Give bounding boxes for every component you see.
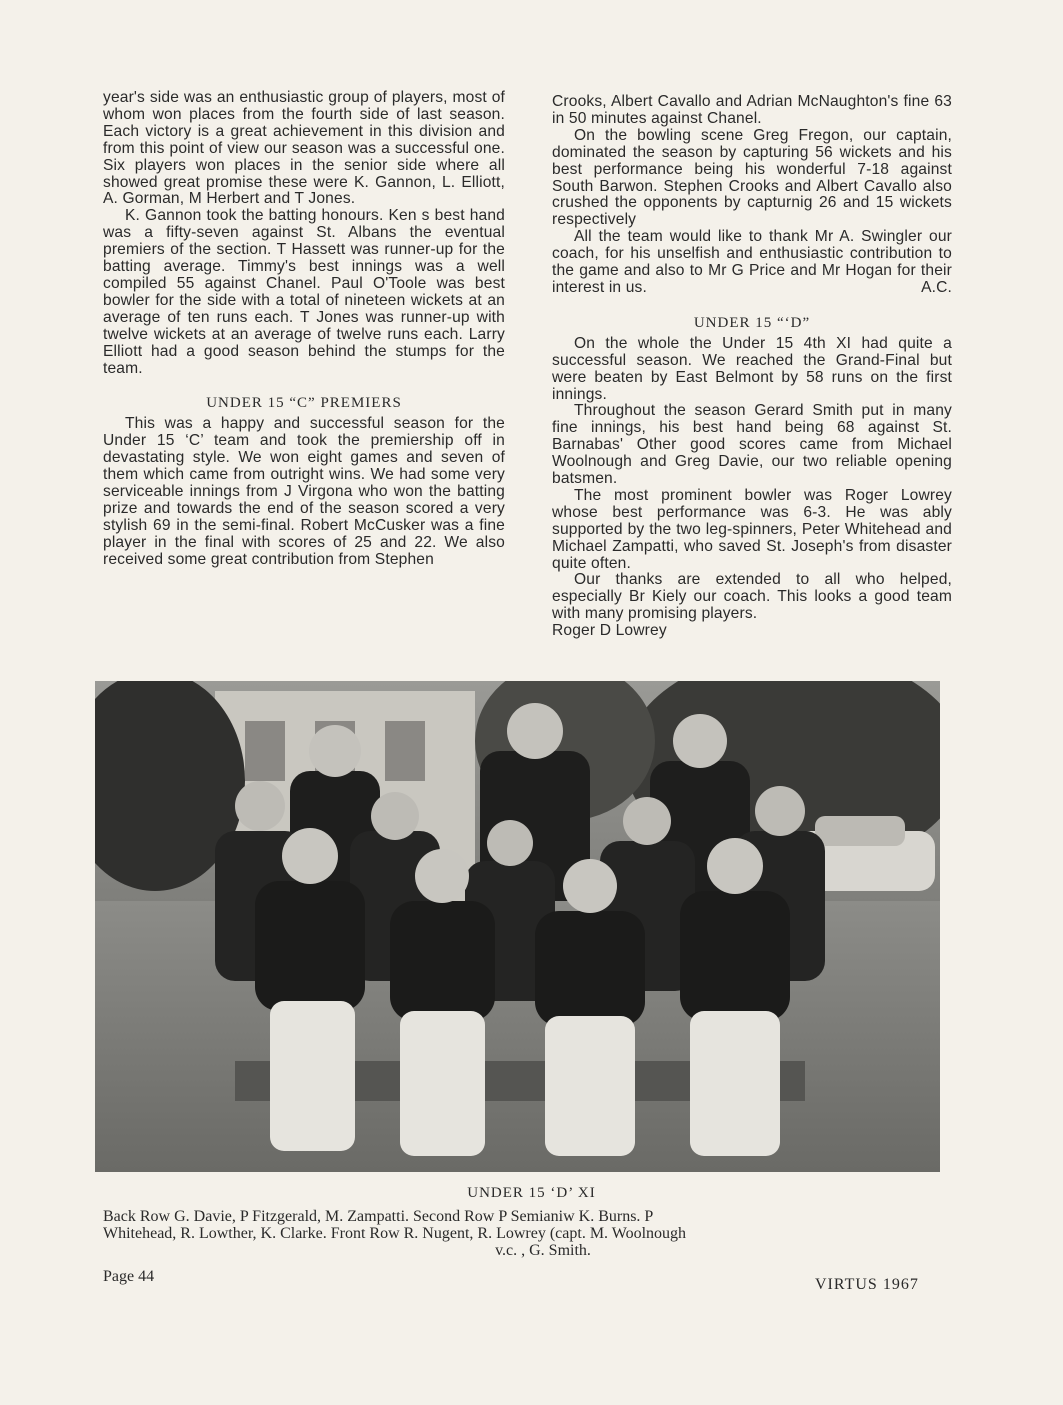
- article-paragraph: Throughout the season Gerard Smith put in many fine innings, his best hand being 68 against St. Barnabas' Other good scores came from Michael Woolnough and Greg Davie, our two reliable opening batsmen.: [552, 402, 952, 488]
- section-heading: UNDER 15 “‘D”: [693, 314, 811, 331]
- article-paragraph: Crooks, Albert Cavallo and Adrian McNaughton's fine 63 in 50 minutes against Chanel.: [552, 93, 952, 127]
- article-paragraph: K. Gannon took the batting honours. Ken s best hand was a fifty-seven against St. Albans the eventual premiers of the section. T Hassett was runner-up for the batting average. Timmy's best innings was a well compiled 55 against Chanel. Paul O'Toole was best bowler for the side with a total of nineteen wickets at an average of ten runs each. T Jones was runner-up with twelve wickets at an average of twelve runs each. Larry Elliott had a good season behind the stumps for the team.: [103, 207, 505, 377]
- thanks-text: All the team would like to thank Mr A. Swingler our coach, for his unselfish and enthusiastic contribution to the game and also to Mr G Price and Mr Hogan for their interest in us.: [552, 228, 952, 296]
- article-paragraph: Our thanks are extended to all who helped, especially Br Kiely our coach. This looks a good team with many promising players.: [552, 571, 952, 623]
- team-photo-illustration: [95, 681, 940, 1172]
- article-paragraph: The most prominent bowler was Roger Lowrey whose best performance was 6-3. He was ably supported by the two leg-spinners, Peter Whitehead and Michael Zampatti, who saved St. Joseph's from disaster quite often.: [552, 486, 952, 572]
- caption-line: Whitehead, R. Lowther, K. Clarke. Front Row R. Nugent, R. Lowrey (capt. M. Woolnough: [103, 1225, 687, 1242]
- publication-name: VIRTUS 1967: [815, 1276, 919, 1293]
- caption-line: Back Row G. Davie, P Fitzgerald, M. Zampatti. Second Row P Semianiw K. Burns. P: [103, 1208, 654, 1225]
- author-initials: A.C.: [921, 278, 952, 296]
- article-paragraph: On the whole the Under 15 4th XI had quite a successful season. We reached the Grand-Final but were beaten by East Belmont by 58 runs on the first innings.: [552, 334, 952, 403]
- page-number: Page 44: [103, 1268, 155, 1285]
- photo-caption: [103, 1208, 953, 1259]
- author-signature: Roger D Lowrey: [552, 622, 667, 640]
- article-paragraph: year's side was an enthusiastic group of players, most of whom won places from the fourth side of last season. Each victory is a great achievement in this division and from this point of view our season was a successful one. Six players won places in the senior side where all showed great promise these were K. Gannon, L. Elliott, A. Gorman, M Herbert and T Jones.: [103, 89, 505, 208]
- article-paragraph: This was a happy and successful season for the Under 15 ‘C’ team and took the premiership off in devastating style. We won eight games and seven of them which came from outright wins. We had some very serviceable innings from J Virgona who won the batting prize and towards the end of the season scored a very stylish 69 in the semi-final. Robert McCusker was a fine player in the final with scores of 25 and 22. We also received some great contribution from Stephen: [103, 415, 505, 568]
- right-column: [552, 94, 952, 640]
- article-paragraph: On the bowling scene Greg Fregon, our captain, dominated the season by capturing 56 wickets and his best performance being his wonderful 7-18 against South Barwon. Stephen Crooks and Albert Cavallo also crushed the opponents by capturnig 26 and 15 wickets respectively: [552, 126, 952, 229]
- left-column: [103, 90, 505, 568]
- photo-caption-title: UNDER 15 ‘D’ XI: [467, 1185, 596, 1201]
- article-paragraph: [552, 229, 952, 297]
- section-heading: UNDER 15 “C” PREMIERS: [206, 395, 402, 412]
- caption-line: v.c. , G. Smith.: [495, 1242, 591, 1259]
- team-photo: [95, 681, 940, 1172]
